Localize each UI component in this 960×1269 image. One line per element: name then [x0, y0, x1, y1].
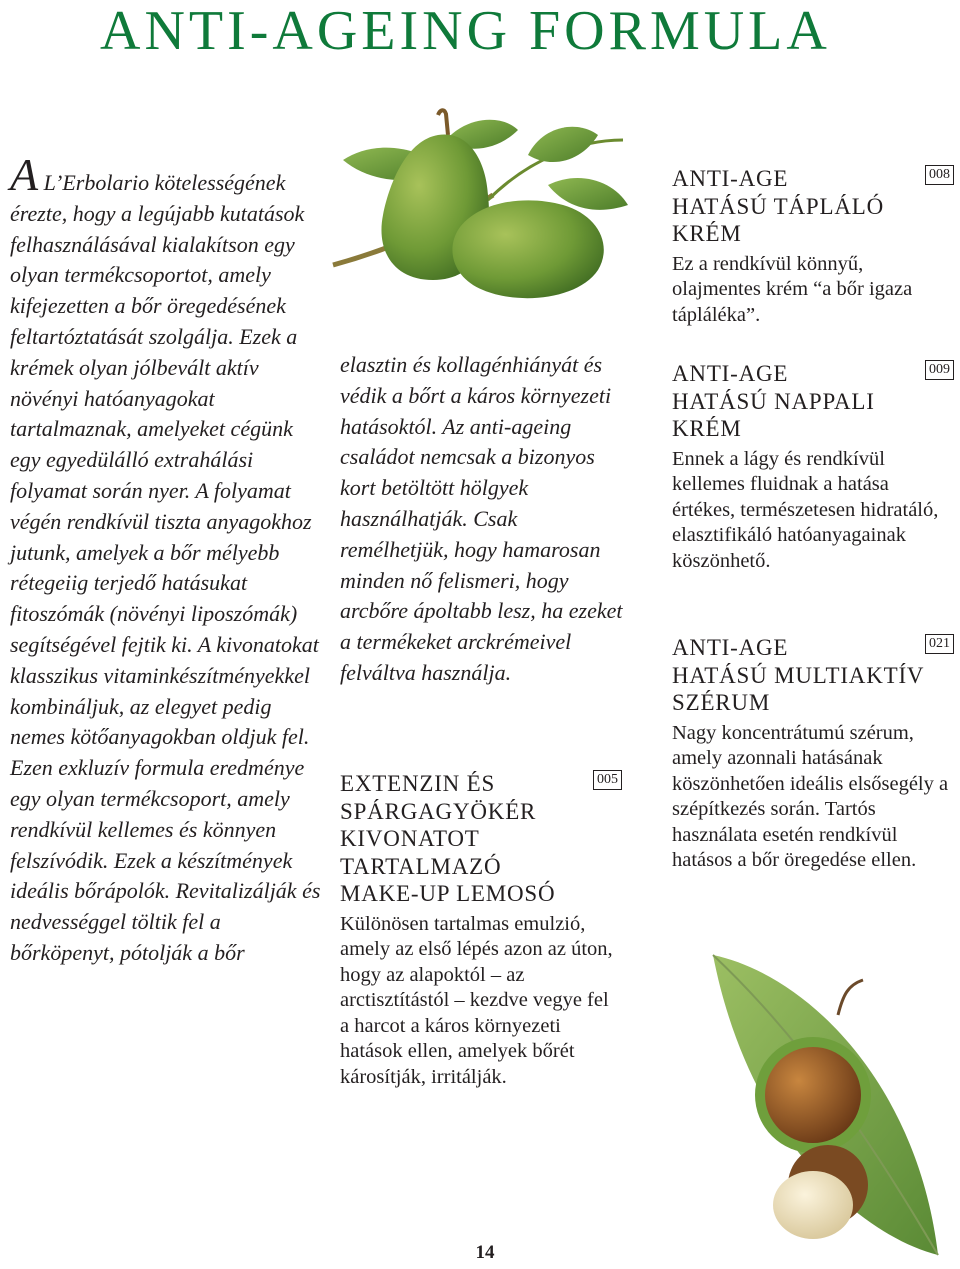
product-title-line: EXTENZIN ÉS	[340, 771, 496, 796]
intro-text-block	[10, 149, 325, 969]
product-title-line: KIVONATOT	[340, 826, 480, 851]
product-title-line: KRÉM	[672, 416, 742, 441]
product-title-line: SPÁRGAGYÖKÉR	[340, 798, 537, 824]
product-description: Ez a rendkívül könnyű, olajmentes krém “a bőr igaza tápláléka”.	[672, 252, 913, 326]
macadamia-illustration	[688, 935, 960, 1269]
product-title-line: MAKE-UP LEMOSÓ	[340, 881, 556, 906]
product-title-line: TARTALMAZÓ	[340, 853, 502, 879]
product-title	[672, 634, 954, 717]
product-title-line: ANTI-AGE	[672, 166, 789, 191]
product-title-line: KRÉM	[672, 221, 742, 246]
product-description: Ennek a lágy és rendkívül kellemes fluidnak a hatása értékes, természetesen hidratáló, elasztifikáló hatóanyagainak köszönhető.	[672, 447, 939, 572]
continuation-text-block	[340, 350, 630, 689]
product-title	[672, 165, 954, 248]
product-009	[672, 360, 954, 574]
avocado-illustration	[328, 100, 638, 350]
product-title	[672, 360, 954, 443]
product-title-line: HATÁSÚ MULTIAKTÍV	[672, 662, 925, 688]
product-code-badge: 005	[593, 770, 622, 790]
product-021	[672, 634, 954, 874]
drop-cap: A	[10, 149, 39, 200]
continuation-paragraph: elasztin és kollagénhiányát és védik a bőrt a káros környezeti hatásoktól. Az anti-ageing családot nemcsak a bizonyos kort betöltött hölgyek használhatják. Csak remélhetjük, hogy hamarosan minden nő felismeri, hogy arcbőre ápoltabb lesz, ha ezeket a termékeket arckrémeivel felváltva használja.	[340, 352, 623, 685]
product-005	[340, 770, 622, 1090]
product-title-line: ANTI-AGE	[672, 361, 789, 386]
product-code-badge: 008	[925, 165, 954, 185]
product-title-line: HATÁSÚ NAPPALI	[672, 388, 875, 414]
product-title	[340, 770, 622, 908]
product-code-badge: 009	[925, 360, 954, 380]
page-number: 14	[475, 1242, 495, 1263]
page-title: ANTI-AGEING FORMULA	[100, 0, 831, 62]
intro-paragraph: L’Erbolario kötelességének érezte, hogy a legújabb kutatások felhasználásával kialakítson egy olyan termékcsoportot, amely kifejezetten a bőr öregedésének feltartóztatását szolgálja. Ezek a krémek olyan jólbevált aktív növényi hatóanyagokat tartalmaznak, amelyeket cégünk egy egyedülálló extrahálási folyamat során nyer. A folyamat végén rendkívül tiszta anyagokhoz jutunk, amelyek a bőr mélyebb rétegeiig terjedő hatásukat fitoszómák (növényi liposzómák) segítségével fejtik ki. A kivonatokat klasszikus vitaminkészítményekkel kombináljuk, az elegyet pedig nemes kötőanyagokban oldjuk fel. Ezen exkluzív formula eredménye egy olyan termékcsoport, amely rendkívül kellemes és könnyen felszívódik. Ezek a készítmények ideális bőrápolók. Revitalizálják és nedvességgel töltik fel a bőrköpenyt, pótolják a bőr	[10, 170, 321, 965]
product-title-line: ANTI-AGE	[672, 635, 789, 660]
product-description: Különösen tartalmas emulzió, amely az első lépés azon az úton, hogy az alapoktól – az arctisztítástól – kezdve vegye fel a harcot a káros környezeti hatások ellen, amelyek bőrét károsítják, irritálják.	[340, 912, 613, 1088]
product-title-line: HATÁSÚ TÁPLÁLÓ	[672, 193, 885, 219]
product-description: Nagy koncentrátumú szérum, amely azonnali hatásának köszönhetően ideális elsősegély a szépítkezés során. Tartós használata esetén rendkívül hatásos a bőr öregedése ellen.	[672, 721, 949, 871]
product-008	[672, 165, 954, 328]
product-title-line: SZÉRUM	[672, 690, 771, 715]
product-code-badge: 021	[925, 634, 954, 654]
